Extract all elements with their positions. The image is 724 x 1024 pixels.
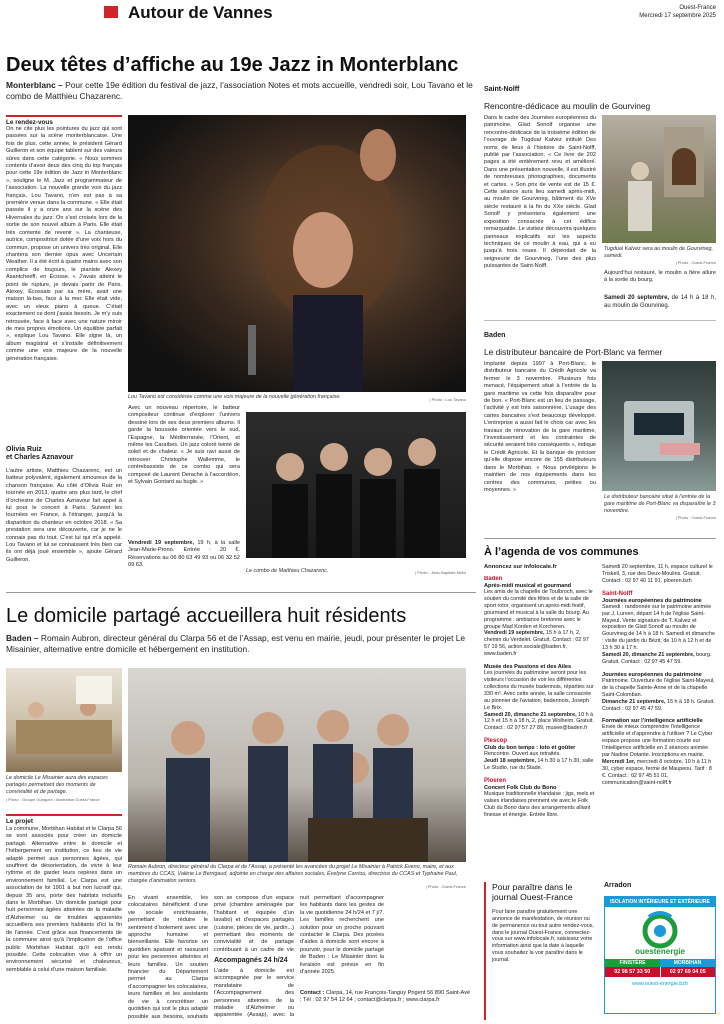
ad-labels-row — [605, 959, 715, 967]
ad-phone-finistere: 02 98 57 33 50 — [605, 967, 660, 977]
photo-combo-chazarenc — [246, 412, 466, 558]
caption-lou-tavano: Lou Tavano est considérée comme une voix majeure de la nouvelle génération française. — [128, 394, 341, 400]
domicile-subhead-24h: Accompagnés 24 h/24 — [214, 957, 288, 964]
agenda-event-body: Patrimoine. Ouverture de l’église Saint-Mayeul, de la chapelle Sainte-Anne et de la chapelle Saint-Colomban. — [602, 677, 715, 698]
agenda-event-title: Concert Folk Club du Bono — [484, 784, 557, 791]
agenda-when-bold: Samedi 20, dimanche 21 septembre, — [484, 711, 577, 718]
agenda-event-title: Après-midi musical et gourmand — [484, 583, 572, 589]
ad-url: www.ouest-energie.bzh — [631, 981, 689, 987]
photo-misainier-illustration — [6, 668, 122, 772]
agenda-column-b — [602, 564, 716, 876]
domicile-column-3: son se compose d’un espace privé (chambre aménagée par l’habitant et équipée d’un lavabo) et d’espaces partagés (cuisine, pièces de vie, jardin...) permettant des moments de convivialité et de partage contribuant à un cadre de vie — [214, 895, 294, 953]
caption-combo: Le combo de Matthieu Chazarenc. — [246, 568, 329, 574]
ad-ouest-energie — [604, 896, 716, 1014]
agenda-column-a — [484, 576, 596, 876]
credit-ccas-meeting: | Photo : Ouest-France — [425, 884, 466, 889]
baden-title: Le distributeur bancaire de Port-Blanc va fermer — [484, 347, 663, 357]
agenda-when-rest: bourg. Gratuit. Contact : 02 97 45 47 59. — [602, 652, 712, 665]
agenda-event-title: Journées européennes du patrimoine — [602, 597, 702, 604]
agenda-event-title: Club du bon temps : loto et goûter — [484, 745, 576, 752]
jazz-subhead-rendezvous: Le rendez-vous — [6, 115, 122, 126]
divider-domicile — [6, 592, 476, 593]
photo-tugdual-kalvez — [602, 115, 716, 243]
agenda-continued: Samedi 20 septembre, 11 h, espace culturel le Triskell, 3, rue des Deux-Moulins. Gratuit. Contact : 02 97 40 11 91, ploeren.bzh — [602, 564, 713, 584]
agenda-when-bold: Dimanche 21 septembre, — [602, 698, 666, 705]
domicile-contact-label: Contact : — [300, 990, 325, 996]
noliff-place: Saint-Nolff — [484, 86, 520, 93]
agenda-item — [484, 576, 596, 658]
ad-label-morbihan: MORBIHAN — [660, 959, 715, 967]
agenda-intro: Annoncez sur infolocale.fr — [484, 564, 557, 570]
room-illustration — [6, 668, 122, 772]
domicile-contact-text: Clarpa, 14, rue François-Tanguy Prigent 56 890 Saint-Avé ; Tél : 02 97 54 12 64 ; contact@clarpa.fr ; www.clarpa.fr — [300, 990, 470, 1004]
photo-atm — [602, 361, 716, 491]
jazz-column-2: Avec un nouveau répertoire, le batteur compositeur continue d’explorer l’univers dessiné lors de ses deux premiers albums. Il garde la boussole orientée vers le sud, l’Espagne, la Méditerranée, l’Orient, et même les Caraïbes. Un jazz coloré teinté de soleil et de chaleur. « Je suis ravi aussi de retrouver Christophe Wallemme, le contrebassiste de ce combo qui sera composé de Laurent Derache à l’accordéon, et Sylvain Gontard au bugle. » — [128, 405, 240, 486]
domicile-subhead-projet: Le projet — [6, 814, 122, 825]
agenda-event-body: Samedi : randonnée sur le patrimoine animée par J. Lurven, départ 14 h de l’église Saint-Mayeul. Vente signature de T. Kalvez et exposition de Glad Sonolf au moulin de Gourvineg de 14 h à 18 h. Samedi et dimanche : visite du jardin du Bézit, de 10 h à 12 h et de 13 h 30 à 17 h. — [602, 603, 715, 652]
publish-box-body: Pour faire paraître gratuitement une annonce de manifestation, de réunion ou de permanence ou tout autre rendez-vous, dans le journal Ouest-France, connectez-vous sur www.infolocale.fr, saisissez votre information ainsi que la date à laquelle vous souhaitez la voir paraître dans le journal. — [492, 908, 594, 964]
agenda-place: Plescop — [484, 738, 508, 745]
agenda-title: À l’agenda de vos communes — [484, 546, 639, 558]
noliff-info-date: Samedi 20 septembre, — [604, 295, 670, 301]
jazz-subhead-olivia — [6, 446, 122, 463]
agenda-event-when — [602, 759, 716, 787]
domicile-lead — [6, 633, 476, 655]
photo-lou-tavano — [128, 115, 466, 392]
issue-date: Mercredi 17 septembre 2025 — [639, 13, 716, 19]
agenda-item — [484, 664, 596, 732]
caption-atm: Le distributeur bancaire situé à l’entrée de la gare maritime de Port-Blanc va disparaître le 3 novembre. — [604, 494, 716, 514]
jazz-info — [128, 540, 240, 570]
caption-kalvez: Tugdual Kalvez sera au moulin de Gourvineg, samedi. — [604, 246, 713, 259]
domicile-headline: Le domicile partagé accueillera huit résidents — [6, 605, 407, 627]
noliff-body-2: Aujourd’hui restauré, le moulin a fière allure à la sortie du bourg. — [604, 270, 716, 284]
jazz-column-1b: L’autre artiste, Matthieu Chazarenc, est un batteur polyvalent, également amoureux de la chanson française. Au côté d’Olivia Ruiz en tournée en 2013, quatre ans plus tard, le chef d’orchestre de Charles Aznavour fait appel à lui pour le concert à Paris. Suivent les tournées en France, à l’étranger, jusqu’à la disparition du chanteur en octobre 2018. « Sa prestation sera une découverte, car je ne le connais pas du tout. C’est lui qui m’a appelé. Lou Tavano et lui se connaissent très bien car ils ont déjà joué ensemble », ajoute Gérard Guilleron. — [6, 468, 122, 563]
noliff-body: Dans le cadre des Journées européennes du patrimoine, Glad Sonolf organise une rencontre-dédicace de la troisième édition de l’ouvrage de Tugdual Kalvez intitulé Des noms de lieux à l’histoire de Saint-Nolff, publié par l’association. « Ce livre de 202 pages a été entièrement revu et amélioré. Dans une présentation nouvelle, il est illustré de nombreuses photographies, documents et cartes. » Son prix de vente est de 15 €. Cette séance aura lieu samedi après-midi, au moulin de Gourvineg, bâtiment du XVe siècle restauré à la fin du XXe siècle. Glad Sonolf y présentera également une exposition consacrée à cet édifice remarquable. Le visiteur découvrira quelques panneaux explicatifs sur les aspects techniques de ce moulin à eau, qui a eu jusqu’à trois roues. Il dépendait de la seigneurie de Gourvineg, l’une des plus puissantes de Saint-Nolff. — [484, 115, 596, 270]
agenda-when-bold: Jeudi 18 septembre, — [484, 758, 536, 765]
agenda-when-bold: Mercredi 1er, — [602, 758, 636, 765]
domicile-lead-place: Baden – — [6, 633, 39, 643]
page-header — [0, 0, 724, 22]
agenda-place: Saint-Nolff — [602, 590, 633, 597]
agenda-when-rest: mercredi 8 octobre, 10 h à 11 h 30, cyber espace, ferme de Maupeou. Tarif : 8 €. Contact : 02 97 45 51 01, communication@saint-nolff.fr — [602, 758, 712, 786]
agenda-event-when — [602, 652, 716, 666]
publish-box-title: Pour paraître dans le journal Ouest-France — [492, 882, 573, 903]
section-marker — [104, 6, 118, 18]
agenda-event-body: Envie de mieux comprendre l’intelligence artificielle et d’apprendre à l’utiliser ? Le Cyber espace propose une formation courte sur l’intelligence artificielle en 2 séances animée par Nadine Dotante. Inscriptions en mairie. — [602, 724, 713, 759]
credit-kalvez: | Photo : Ouest-France — [675, 260, 716, 265]
noliff-title: Rencontre-dédicace au moulin de Gourvineg — [484, 101, 651, 111]
credit-misainier: | Photo : Groupe Gueguen / illustration Ouest-France — [6, 797, 100, 802]
agenda-event-body: Rencontre. Ouvert aux retraités. — [484, 751, 561, 758]
domicile-column-3b: L’aide à domicile est accompagnée par le service mandataire de l’Accompagnement des personnes atteintes de la maladie d’Alzheimer ou apparentée (Assap), avec la — [214, 968, 294, 1019]
singer-illustration — [128, 115, 466, 392]
photo-ccas-meeting — [128, 668, 466, 862]
domicile-lead-text: Romain Aubron, directeur général du Clarpa 56 et de l’Assap, est venu en mairie, jeudi, pour présenter le projet Le Misainier, alternative entre domicile et hébergement en institution. — [6, 633, 466, 654]
domicile-column-1: La commune, Morbihan Habitat et le Clarpa 56 se sont associés pour créer un domicile partagé. Alternative entre le domicile et l’hébergement en institution, ce lieu de vie adapté permet aux personnes âgées, qui souffrent de désorientation, de vivre à leur rythme et de garder leurs repères dans un environnement familial. Le Clarpa est une association de loi 1901 à but non lucratif qui, depuis 35 ans, porte des habitats inclusifs dans le Morbihan. Un domicile partagé pour huit personnes âgées atteintes de la maladie d’Alzheimer ou de troubles apparentés accueillera ses premiers habitants d’ici la fin de l’année. C’est grâce aux financements de la commune ainsi qu’à l’implication de l’office public Morbihan Habitat qu’il est rendu possible. Cette colocation vise à offrir un environnement sécurisé et chaleureux, semblable à celui d’une maison familiale. — [6, 826, 122, 973]
jazz-lead-text: Pour cette 19e édition du festival de jazz, l’association Notes et mots accueille, vendredi soir, Lou Tavano et le combo de Matthieu Chazarenc. — [6, 80, 473, 101]
noliff-info — [604, 295, 716, 310]
agenda-item — [602, 672, 716, 713]
jazz-info-text: 19 h, à la salle Jean-Marie-Prono. Entrée : 20 €. Réservations au 06 80 63 49 93 ou 06 32 52 09 63. — [128, 540, 240, 569]
credit-atm: | Photo : Ouest-France — [675, 515, 716, 520]
agenda-event-when — [602, 699, 716, 713]
agenda-event-title: Musée des Passions et des Ailes — [484, 664, 572, 671]
noliff-info-text: de 14 h à 18 h, au moulin de Gourvineg. — [604, 295, 716, 309]
subhead-line-1: Olivia Ruiz — [6, 446, 42, 453]
meeting-illustration — [128, 668, 466, 862]
agenda-place: Baden — [484, 576, 503, 582]
agenda-event-title: Formation sur l’intelligence artificielle — [602, 718, 703, 725]
baden-body: Implanté depuis 1997 à Port-Blanc, le distributeur bancaire du Crédit Agricole va fermer le 3 novembre. Plusieurs fois menacé, l’équipement situé à l’entrée de la gare maritime va cette fois disparaître pour de bon. « Port-Blanc est un lieu de passage, l’activité y est très saisonnière. L’usage des cartes bancaires s’est beaucoup développé. L’entreprise a aussi fait le choix car avec les travaux de rénovation de la gare maritime, l’investissement et les contraintes de sécurité seraient très conséquents », indique le Crédit Agricole. Et la banque de préciser qu’elle dispose encore de 155 distributeurs dans le Morbihan. « Nous privilégions le maintien de nos équipements dans les centres des communes, petites ou moyennes. » — [484, 361, 596, 493]
credit-combo: | Photo : Jean-Baptiste Millot — [415, 570, 466, 575]
agenda-event-when — [484, 630, 596, 658]
mill-illustration — [602, 115, 716, 243]
ad-top-banner: ISOLATION INTÉRIEURE ET EXTÉRIEURE — [605, 897, 715, 907]
jazz-lead-place: Monterblanc – — [6, 80, 63, 90]
publish-box — [484, 882, 596, 1020]
agenda-when-bold: Vendredi 19 septembre, — [484, 630, 545, 637]
paper-name: Ouest-France — [679, 5, 716, 11]
agenda-event-when — [484, 712, 596, 733]
agenda-item — [484, 738, 596, 772]
agenda-event-body: Les journées du patrimoine seront pour les visiteurs l’occasion de voir les différentes collections du musée badennois, réparties sur 330 m². Avec cette année, la salle consacrée au pionnier de l’aviation, badennois, Joseph Le Brix. — [484, 670, 594, 711]
domicile-column-4: nuit permettant d’accompagner les habitants dans les gestes de la vie quotidienne 24 h/24 et 7 j/7. Les familles recherchent une solution pour un proche pouvant contacter le Clarpa. Des posées d’aides à domicile sont encore à pourvoir, pour le domicile partagé de Baden : Le Misainier dont la livraison est prévue en fin d’année 2025. — [300, 895, 384, 976]
ad-logo-icon — [605, 909, 715, 949]
section-title: Autour de Vannes — [128, 3, 273, 22]
agenda-event-title: Journées européennes du patrimoine — [602, 671, 702, 678]
agenda-event-when — [484, 758, 596, 772]
jazz-info-date: Vendredi 19 septembre, — [128, 540, 195, 546]
agenda-when-rest: 10 h à 12 h et 15 h à 18 h, 2, place Wolheim. Gratuit. Contact : 02 97 57 27 89, musee@baden.fr — [484, 711, 594, 732]
agenda-place-arradon: Arradon — [604, 882, 632, 889]
ad-phone-morbihan: 02 97 69 04 05 — [660, 967, 716, 977]
jazz-column-1: On ne cite plus les pointures du jazz qui sont passées sur la scène monterblancaise. Une fois de plus, cette année, le président Gérard Guilleron et son équipe tablent sur des valeurs sûres dans cette catégorie. « Nous sommes contents d’avoir deux des cinq du top français pour cette 19e édition de Jazz in Monterblanc », souligne le M. Jazz et programmateur de l’association. La nouvelle grande voix du jazz français, Lou Tavano, n’en est pas à sa première venue dans la commune. « Elle était passée il y a onze ans sur la scène des Hivernales du jazz. On s’est croisés lors de la sortie de son nouvel album à Paris. Elle était très contente de revenir ». La chanteuse, autrice, compositrice dotée d’une voix hors du commun, propose un univers très original. Elle chantera son dernier opus avec Uncertain Weather. Il a été écrit à quatre mains avec son complice de toujours, le pianiste Alexey Asantcheeff, en Écosse. « J’avais atteint le point de rupture, je devais partir de Paris. Alexey, Écossais par sa mère, avait une maison là-bas, face à la mer. Elle était vide, avec un vieux piano à queue. C’était exactement ce dont j’avais besoin. Je m’y suis retrouvée, face à face avec une nature miroir de mes propres émotions. Un équilibre parfait », explique Lou Tavano. Elle signe là, un album magistral et s’installe définitivement comme une voix majeure de la nouvelle génération française. — [6, 126, 122, 362]
subhead-line-2: et Charles Aznavour — [6, 454, 74, 462]
jazz-headline: Deux têtes d’affiche au 19e Jazz in Monterblanc — [6, 54, 459, 76]
agenda-item — [602, 718, 716, 786]
domicile-column-2: En vivant ensemble, les colocataires bénéficient d’une vie sociale enrichissante, permettant de réduire le sentiment d’isolement avec une approche humaine et bienveillante. Elle favorise un quotidien apaisant et rassurant pour les personnes atteintes et leurs familles. Un soutien financier du Département permet au Clarpa d’accompagner les colocataires, leurs familles et les assistants de vie à concrétiser un quotidien qui soit le plus adapté possible aux besoins, souhaits — [128, 895, 208, 1020]
agenda-when-rest: 15 h à 18 h. Gratuit. Contact : 02 97 45 47 59. — [602, 698, 715, 712]
atm-illustration — [602, 361, 716, 491]
agenda-event-body: Musique traditionnelle irlandaise : jigs, reels et valses irlandaises prennent vie avec le Folk Club du Bono dans des arrangements alliant finesse et énergie. Entrée libre. — [484, 790, 595, 818]
agenda-when-bold: Samedi 20, dimanche 21 septembre, — [602, 652, 695, 659]
agenda-when-rest: 14 h 30 à 17 h 30, salle Le Studio, rue du Stade. — [484, 758, 594, 772]
baden-place: Baden — [484, 332, 506, 339]
agenda-item — [602, 591, 716, 666]
ad-label-finistere: FINISTÈRE — [605, 959, 660, 967]
agenda-event-body: Les amis de la chapelle de Toulbroch, avec le soutien du comité des fêtes et de la salle de sport rotor, organisent un après-midi festif, gourmand et musical à la salle du bourg. Au programme : ambiance bretonne avec le groupe Mad Korden et Korcheren. — [484, 589, 593, 630]
caption-misainier: Le domicile Le Misainier aura des espaces partagés permettant des moments de convivialité et de partage. — [6, 775, 108, 795]
agenda-item — [484, 778, 596, 819]
credit-lou-tavano: | Photo : Lou Tavano — [429, 397, 466, 402]
caption-ccas-meeting: Romain Aubron, directeur général du Clarpa et de l’Assap, a présenté les avancées du projet Le Misainier à Patrick Eveno, maire, et aux membres du CCAS, Valérie Le Berrigaud, adjointe en charge des affaires sociales, Évelyne Carriou, directrice du CCAS et Typhaine Paul, chargée d’animation seniors. — [128, 864, 458, 884]
divider-agenda — [484, 538, 716, 539]
divider-baden — [484, 320, 716, 321]
agenda-when-rest: 15 h à 17 h, 2, chemin du Verdelet. Gratuit. Contact : 02 97 57 19 56, action.sociale@baden.fr, www.baden.fr — [484, 630, 589, 658]
ad-brand: ouestenergie — [635, 947, 685, 956]
combo-illustration — [246, 412, 466, 558]
ad-phones-row — [605, 967, 715, 977]
agenda-place: Ploeren — [484, 777, 507, 784]
domicile-contact — [300, 990, 470, 1020]
jazz-lead — [6, 80, 476, 102]
